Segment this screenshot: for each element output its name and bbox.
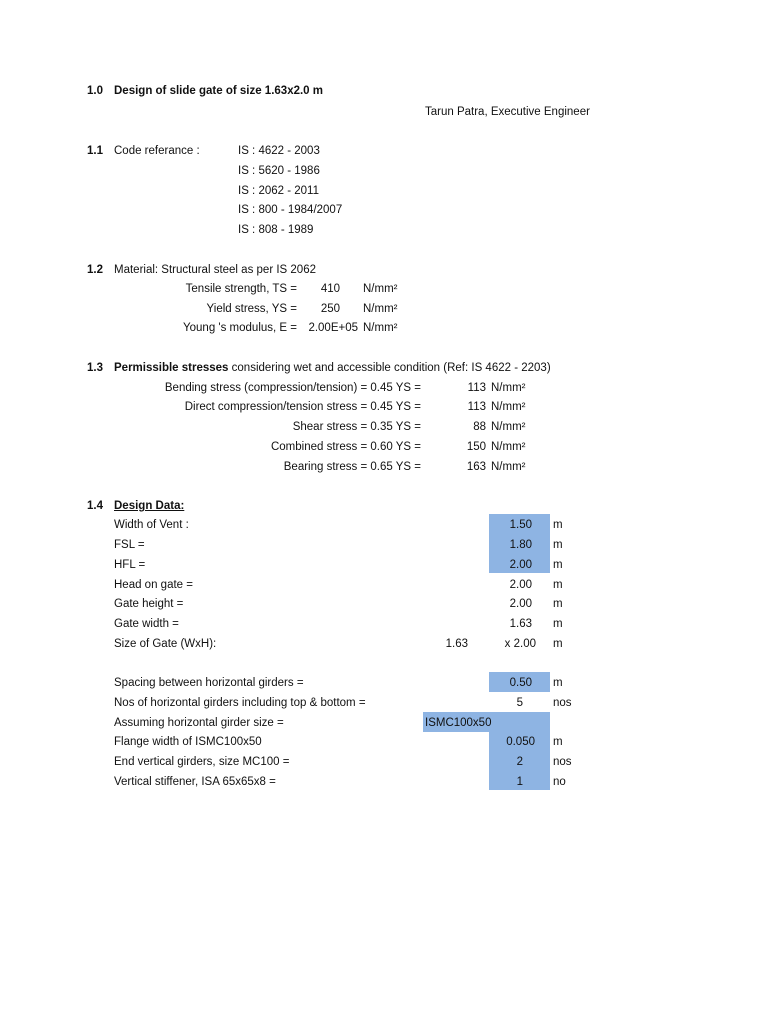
stress-value: 88 [473,421,486,433]
design-unit: m [553,638,563,650]
stress-unit: N/mm² [491,461,526,473]
design-label: HFL = [114,559,146,571]
design-value: 1.63 [509,618,532,630]
code-reference-item: IS : 808 - 1989 [238,224,314,236]
design-label: Gate width = [114,618,179,630]
stress-label: Combined stress = 0.60 YS = [270,441,421,453]
stress-label: Bearing stress = 0.65 YS = [283,461,421,473]
design-unit: m [553,598,563,610]
section-number: 1.2 [87,264,103,276]
material-label: Young 's modulus, E = [183,322,297,334]
design-unit: nos [553,697,572,709]
section-number: 1.0 [87,85,103,97]
stress-unit: N/mm² [491,441,526,453]
material-value: 410 [320,283,340,295]
design-unit: no [553,776,566,788]
stress-value: 113 [467,401,486,413]
section-number: 1.4 [87,500,103,512]
design-value: 5 [516,697,523,709]
section-number: 1.3 [87,362,103,374]
design-label: Gate height = [114,598,184,610]
design-label: FSL = [114,539,145,551]
stress-label: Bending stress (compression/tension) = 0.45 YS = [164,382,421,394]
gate-size-height: x 2.00 [504,638,536,650]
gate-size-width: 1.63 [445,638,468,650]
design-data-title: Design Data: [114,500,185,512]
design-value: 2.00 [509,559,532,571]
material-value: 250 [320,303,340,315]
material-label: Yield stress, YS = [206,303,297,315]
design-label: Width of Vent : [114,519,189,531]
gate-size-label: Size of Gate (WxH): [114,638,217,650]
material-unit: N/mm² [363,283,398,295]
stress-unit: N/mm² [491,421,526,433]
material-label: Tensile strength, TS = [185,283,297,295]
design-unit: nos [553,756,572,768]
code-reference-label: Code referance : [114,145,200,157]
design-label: End vertical girders, size MC100 = [114,756,290,768]
code-reference-item: IS : 800 - 1984/2007 [238,204,343,216]
material-unit: N/mm² [363,322,398,334]
design-value: 0.050 [506,736,535,748]
design-value: 2 [516,756,523,768]
design-unit: m [553,736,563,748]
code-reference-item: IS : 5620 - 1986 [238,165,320,177]
stress-value: 113 [467,382,486,394]
stresses-title-rest: considering wet and accessible condition (Ref: IS 4622 - 2203) [231,362,551,374]
stresses-title [114,361,551,375]
design-value: 1 [516,776,523,788]
design-value: 1.80 [509,539,532,551]
stress-unit: N/mm² [491,382,526,394]
document-title: Design of slide gate of size 1.63x2.0 m [114,85,323,97]
design-label: Head on gate = [114,579,193,591]
design-unit: m [553,559,563,571]
author-line: Tarun Patra, Executive Engineer [425,106,590,118]
girder-size-value: ISMC100x50 [425,717,492,729]
design-value: 2.00 [509,579,532,591]
design-value: 1.50 [509,519,532,531]
design-unit: m [553,677,563,689]
design-value: 2.00 [509,598,532,610]
stress-label: Shear stress = 0.35 YS = [292,421,421,433]
design-value: 0.50 [509,677,532,689]
design-label: Nos of horizontal girders including top & bottom = [114,697,366,709]
design-label: Flange width of ISMC100x50 [114,736,262,748]
design-unit: m [553,539,563,551]
stress-label: Direct compression/tension stress = 0.45 YS = [184,401,421,413]
design-label: Vertical stiffener, ISA 65x65x8 = [114,776,276,788]
code-reference-item: IS : 4622 - 2003 [238,145,320,157]
stress-value: 163 [466,461,486,473]
design-unit: m [553,519,563,531]
material-unit: N/mm² [363,303,398,315]
stresses-title-bold: Permissible stresses [114,362,229,374]
material-title: Material: Structural steel as per IS 2062 [114,264,316,276]
design-label: Spacing between horizontal girders = [114,677,304,689]
design-unit: m [553,579,563,591]
design-unit: m [553,618,563,630]
code-reference-item: IS : 2062 - 2011 [238,185,319,197]
material-value: 2.00E+05 [308,322,358,334]
design-label: Assuming horizontal girder size = [114,717,284,729]
section-number: 1.1 [87,145,103,157]
stress-value: 150 [466,441,486,453]
stress-unit: N/mm² [491,401,526,413]
